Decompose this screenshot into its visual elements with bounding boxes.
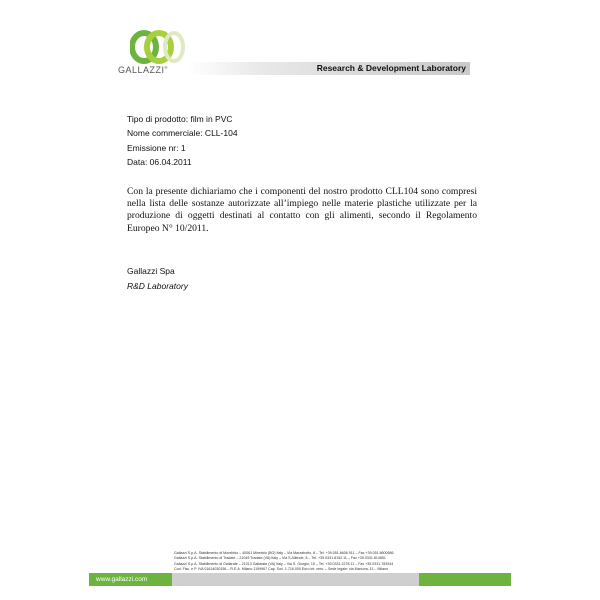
commercial-name: Nome commerciale: CLL-104 — [127, 128, 238, 139]
signature-block — [127, 264, 188, 294]
declaration-paragraph: Con la presente dichiariamo che i componenti del nostro prodotto CLL104 sono compresi nella lista delle sostanze autorizzate all’impiego nelle materie plastiche utilizzate per la produzione di oggetti destinati al contatto con gli alimenti, secondo il Regolamento Europeo N° 10/2011. — [127, 186, 477, 234]
lab-title: Research & Development Laboratory — [316, 63, 466, 73]
signature-company: Gallazzi Spa — [127, 266, 175, 276]
signature-department: R&D Laboratory — [127, 281, 188, 291]
footer-line: Gallazzi S.p.A. Stabilimento di Tradate – 21049 Tradate (VA) Italy – Via S.Allende, 8 – Tel. +39.0331.8152.11 – Fax +39.0331.814851 — [174, 556, 386, 561]
lab-header-bar — [188, 62, 470, 75]
gallazzi-logo-icon — [130, 30, 186, 64]
footer-accent-block — [419, 573, 511, 586]
product-info — [127, 112, 238, 169]
footer-address — [174, 551, 474, 572]
footer-line: Gallazzi S.p.A. Stabilimento di Gallarate – 21013 Gallarate (VA) Italy – Via S. Giorgio, 15 – Tel. +39.0331.2278.11 – Fax +39.0331.783944 — [174, 561, 394, 566]
footer-url-link[interactable]: www.gallazzi.com — [96, 576, 148, 583]
logo-text: GALLAZZI® — [118, 65, 168, 75]
product-type: Tipo di prodotto: film in PVC — [127, 114, 233, 124]
footer-bar — [89, 573, 511, 586]
footer-line: Cod. Fisc. e P. IVA 01614030156 – R.E.A. Milano 1199967 Cap. Soc. 1.716.000 Euro int. vers. – Sede legale: via Marcora, 11 – Milano — [174, 566, 389, 571]
issue-date: Data: 06.04.2011 — [127, 156, 192, 167]
issue-number: Emissione nr: 1 — [127, 142, 186, 153]
footer-line: Gallazzi S.p.A. Stabilimento di Morebbio – 40061 Minerbio (BO) Italy – Via Marzabotto, 8 – Tel. +39.051.6606.911 – Fax +39.051.6600686 — [174, 551, 394, 555]
gallazzi-logo — [118, 30, 198, 78]
footer-url-block — [89, 573, 172, 586]
